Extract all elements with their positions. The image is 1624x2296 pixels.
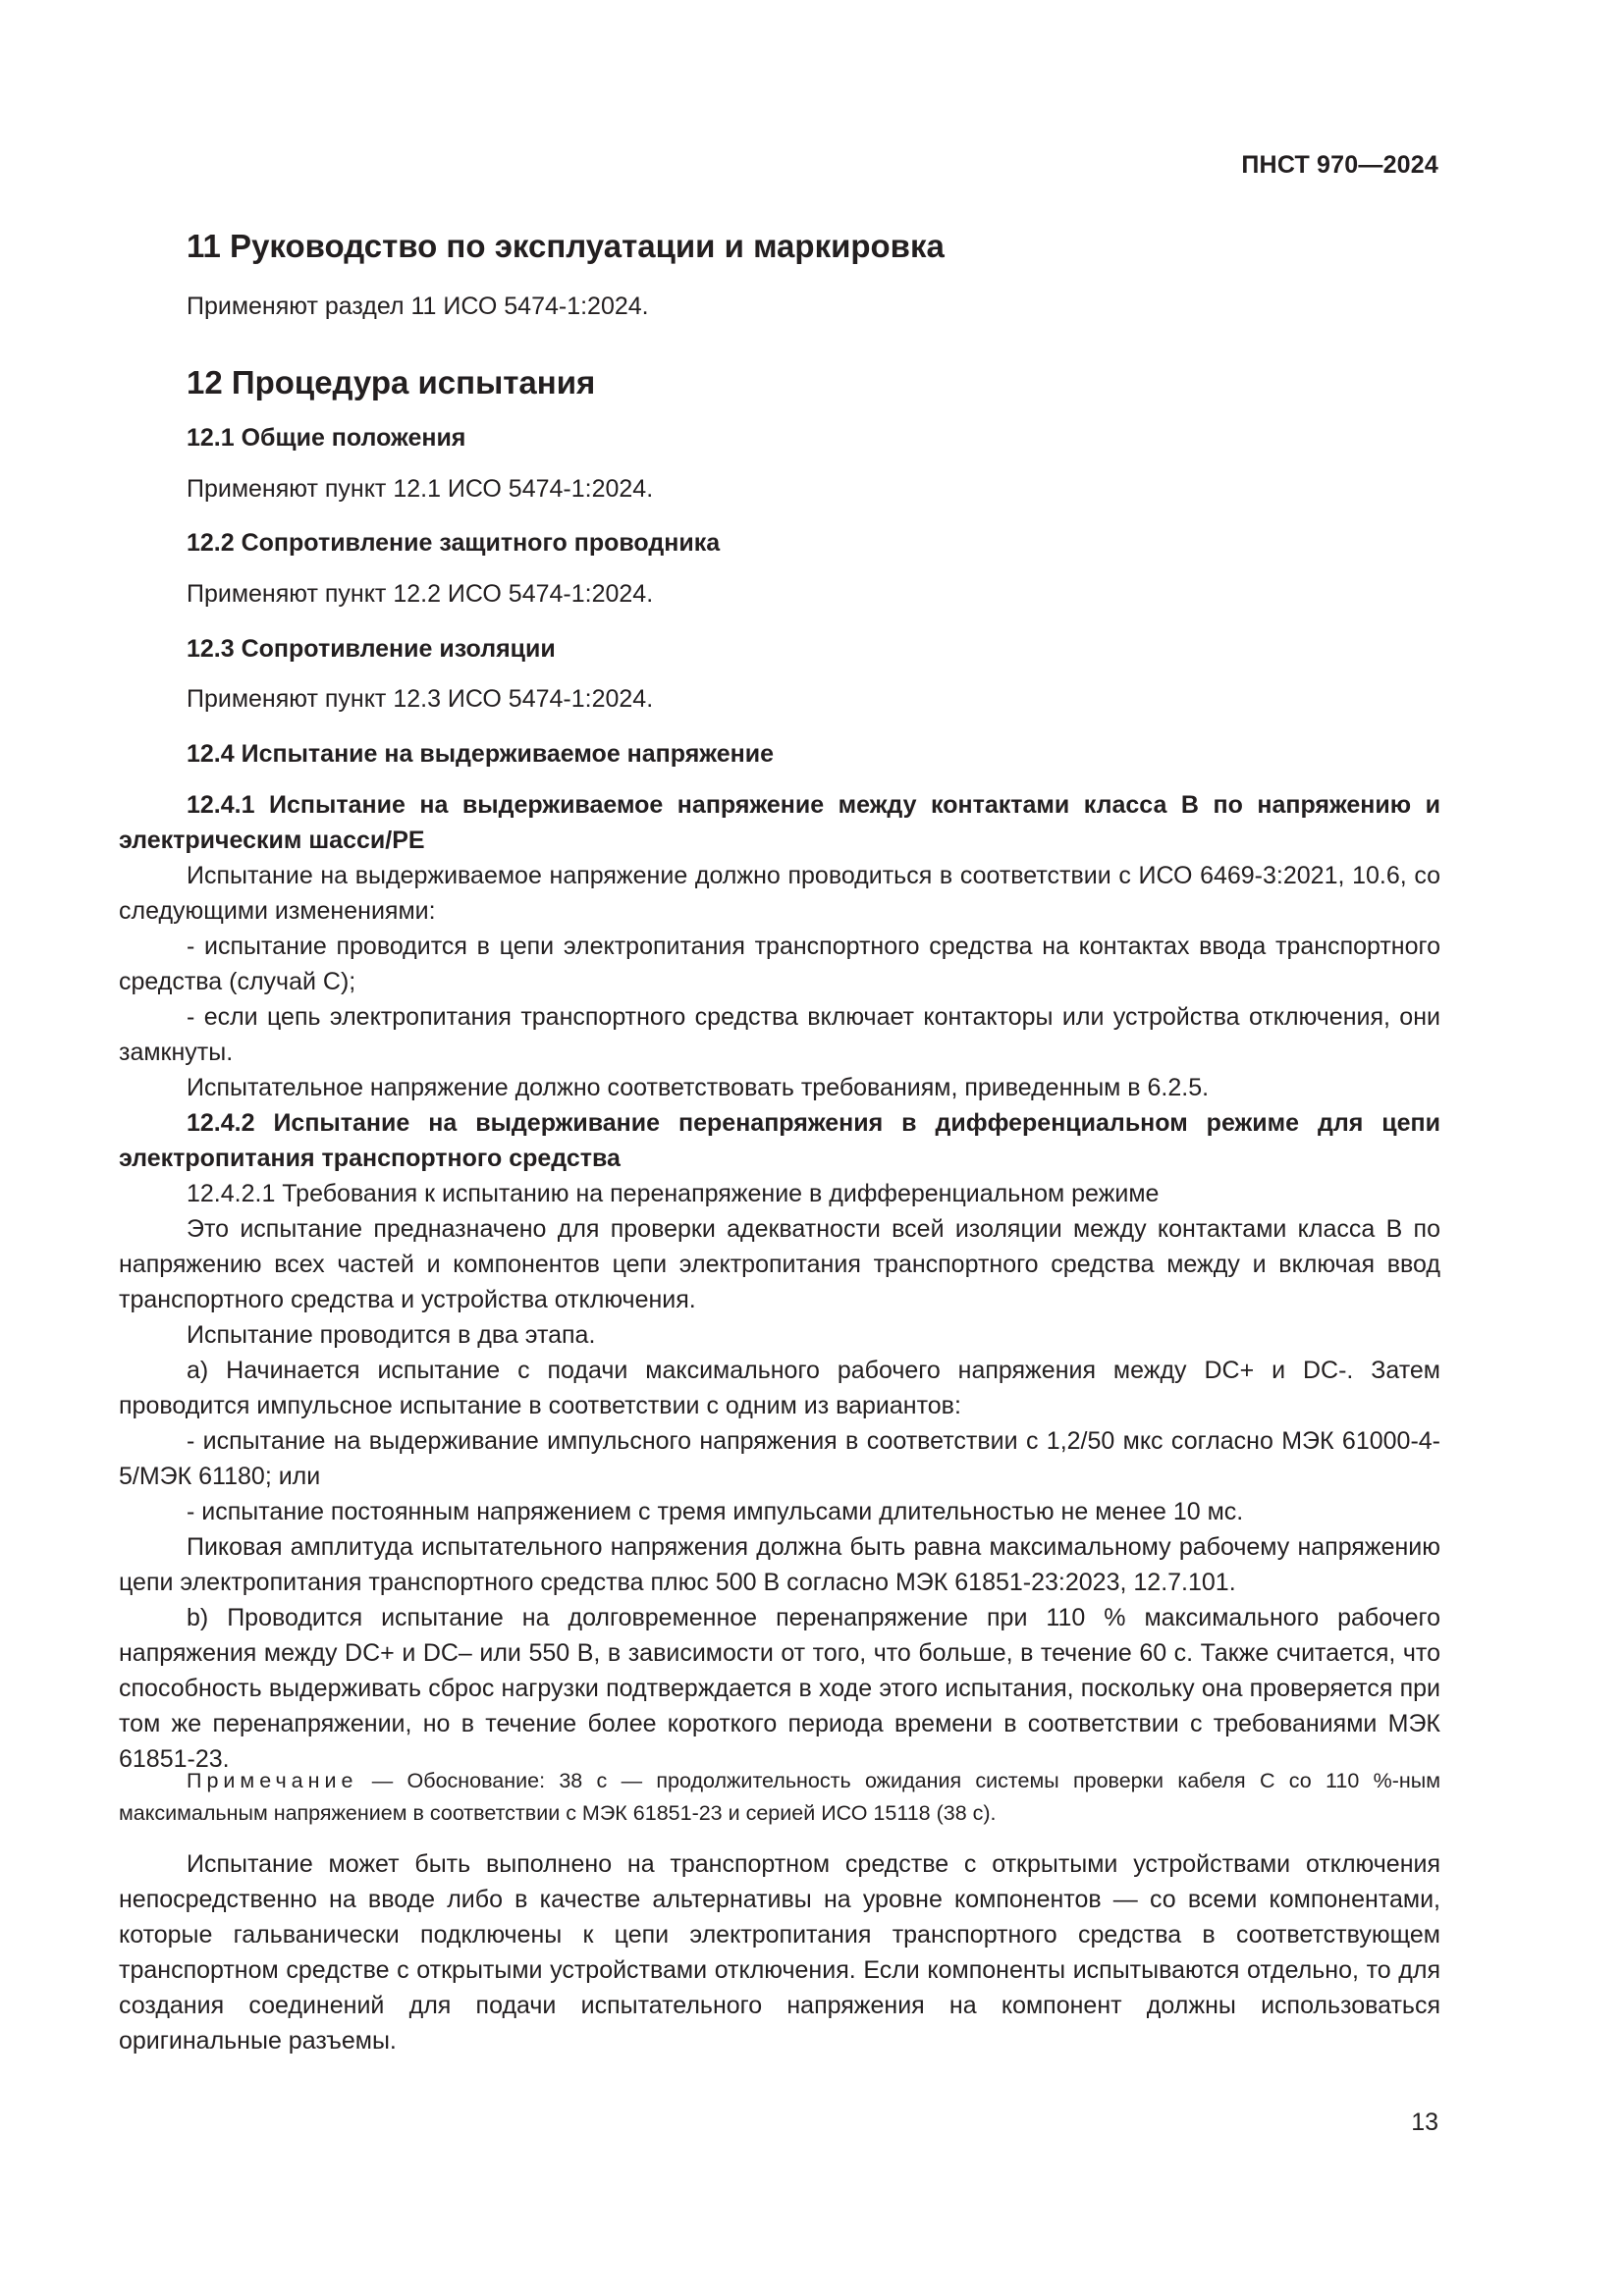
paragraph: Испытательное напряжение должно соответствовать требованиям, приведенным в 6.2.5.: [187, 1074, 1210, 1101]
subsection-12-4-2-1-title: 12.4.2.1 Требования к испытанию на перенапряжение в дифференциальном режиме: [187, 1180, 1160, 1207]
list-item: b) Проводится испытание на долговременное перенапряжение при 110 % максимального рабочего напряжения между DC+ и DC– или 550 В, в зависимости от того, что больше, в течение 60 с. Также считается, что способность выдерживать сброс нагрузки подтверждается в ходе этого испытания, поскольку она проверяется при том же перенапряжении, но в течение более короткого периода времени в соответствии с требованиями МЭК 61851-23.: [119, 1604, 1440, 1773]
paragraph: Испытание может быть выполнено на транспортном средстве с открытыми устройствами отключения непосредственно на вводе либо в качестве альтернативы на уровне компонентов — со всеми компонентами, которые гальванически подключены к цепи электропитания транспортного средства в соответствующем транспортном средстве с открытыми устройствами отключения. Если компоненты испытываются отдельно, то для создания соединений для подачи испытательного напряжения на компонент должны использоваться оригинальные разъемы.: [119, 1850, 1440, 2055]
section-12-1-title: 12.1 Общие положения: [187, 424, 466, 452]
section-12-3-text: Применяют пункт 12.3 ИСО 5474-1:2024.: [187, 685, 654, 713]
section-12-4-title: 12.4 Испытание на выдерживаемое напряжение: [187, 740, 774, 768]
paragraph: Пиковая амплитуда испытательного напряжения должна быть равна максимальному рабочему напряжению цепи электропитания транспортного средства плюс 500 В согласно МЭК 61851-23:2023, 12.7.101.: [119, 1533, 1440, 1596]
section-12-2-title: 12.2 Сопротивление защитного проводника: [187, 529, 721, 557]
list-item: - испытание постоянным напряжением с тремя импульсами длительностью не менее 10 мс.: [187, 1498, 1244, 1525]
list-item: a) Начинается испытание с подачи максимального рабочего напряжения между DC+ и DC-. Затем проводится импульсное испытание в соответствии с одним из вариантов:: [119, 1357, 1440, 1419]
section-12-3-title: 12.3 Сопротивление изоляции: [187, 635, 556, 663]
list-item: - испытание на выдерживание импульсного напряжения в соответствии с 1,2/50 мкс согласно МЭК 61000-4-5/МЭК 61180; или: [119, 1427, 1440, 1490]
section-12-2-text: Применяют пункт 12.2 ИСО 5474-1:2024.: [187, 580, 654, 608]
page-number: 13: [1411, 2109, 1438, 2136]
paragraph: Испытание на выдерживаемое напряжение должно проводиться в соответствии с ИСО 6469-3:2021, 10.6, со следующими изменениями:: [119, 862, 1440, 925]
document-code: ПНСТ 970—2024: [1241, 151, 1438, 179]
note: [119, 1765, 1440, 1830]
section-12-title: 12 Процедура испытания: [187, 364, 596, 400]
subsection-12-4-2-title: 12.4.2 Испытание на выдерживание перенапряжения в дифференциальном режиме для цепи электропитания транспортного средства: [119, 1109, 1440, 1172]
subsection-12-4-1-title: 12.4.1 Испытание на выдерживаемое напряжение между контактами класса В по напряжению и электрическим шасси/PE: [119, 791, 1440, 854]
section-12-4-body: [119, 787, 1440, 1777]
paragraph: Испытание проводится в два этапа.: [187, 1321, 596, 1349]
paragraph: Это испытание предназначено для проверки адекватности всей изоляции между контактами класса В по напряжению всех частей и компонентов цепи электропитания транспортного средства между и включая ввод транспортного средства и устройства отключения.: [119, 1215, 1440, 1313]
closing-paragraph-block: [119, 1846, 1440, 2058]
note-text: — Обоснование: 38 с — продолжительность ожидания системы проверки кабеля С со 110 %-ным максимальным напряжением в соответствии с МЭК 61851-23 и серией ИСО 15118 (38 с).: [119, 1769, 1440, 1825]
list-item: - если цепь электропитания транспортного средства включает контакторы или устройства отключения, они замкнуты.: [119, 1003, 1440, 1066]
list-item: - испытание проводится в цепи электропитания транспортного средства на контактах ввода транспортного средства (случай С);: [119, 933, 1440, 995]
section-11-text: Применяют раздел 11 ИСО 5474-1:2024.: [187, 293, 649, 320]
section-11-title: 11 Руководство по эксплуатации и маркировка: [187, 228, 945, 264]
note-label: Примечание: [187, 1769, 358, 1792]
section-12-1-text: Применяют пункт 12.1 ИСО 5474-1:2024.: [187, 475, 654, 503]
